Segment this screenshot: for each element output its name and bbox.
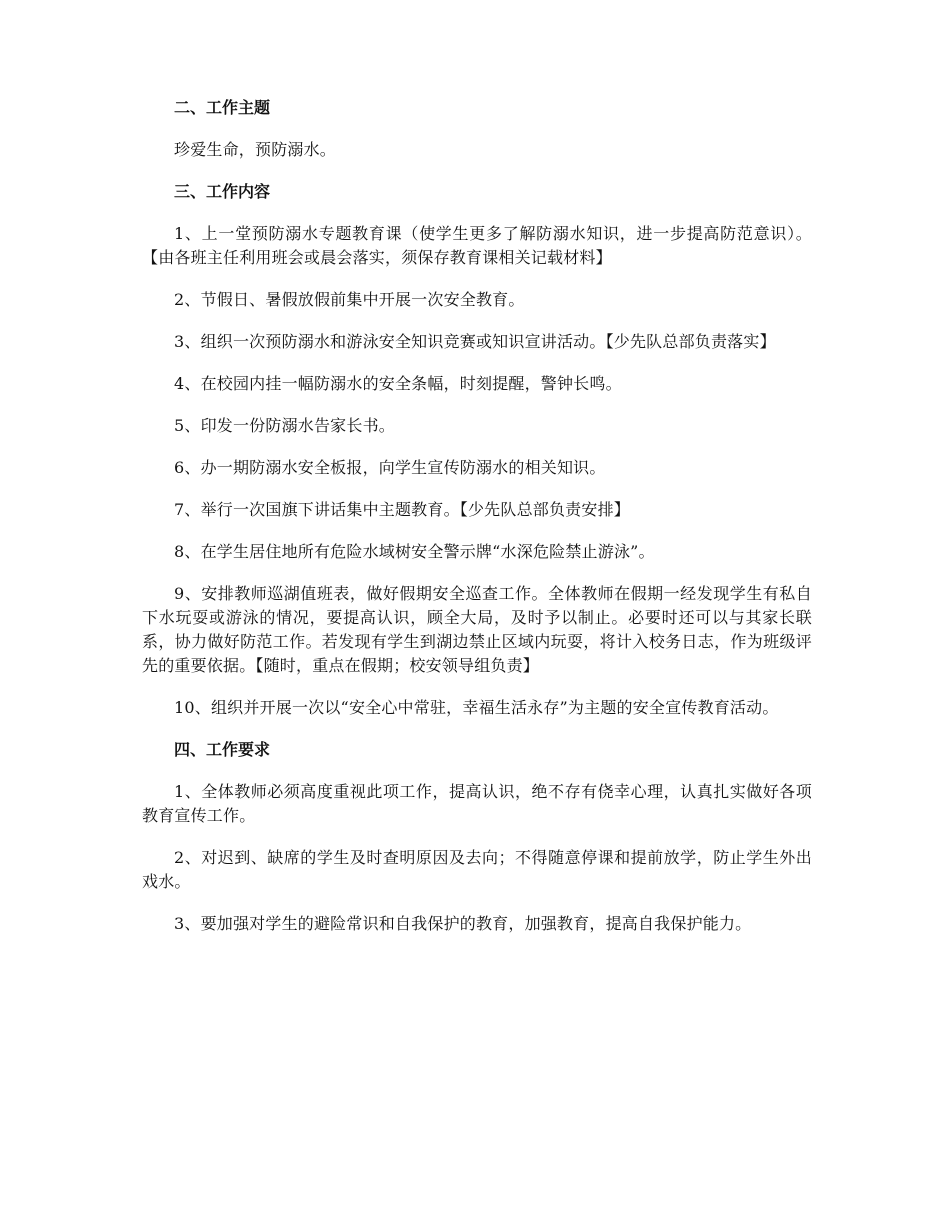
section-heading-theme: 二、工作主题	[174, 98, 271, 117]
content-item-5: 5、印发一份防溺水告家长书。	[174, 416, 395, 435]
requirement-item-1: 1、全体教师必须高度重视此项工作，提高认识，绝不存有侥幸心理，认真扎实做好各项教育宣传工作。	[142, 782, 812, 825]
section-heading-content: 三、工作内容	[174, 182, 271, 201]
requirement-item-3: 3、要加强对学生的避险常识和自我保护的教育，加强教育，提高自我保护能力。	[174, 914, 752, 933]
section-heading-requirements: 四、工作要求	[174, 740, 271, 759]
theme-text: 珍爱生命，预防溺水。	[174, 140, 337, 159]
content-item-7: 7、举行一次国旗下讲话集中主题教育。【少先队总部负责安排】	[174, 500, 630, 519]
requirement-item-2: 2、对迟到、缺席的学生及时查明原因及去向；不得随意停课和提前放学，防止学生外出戏水。	[142, 848, 812, 891]
content-item-10: 10、组织并开展一次以“安全心中常驻，幸福生活永存”为主题的安全宣传教育活动。	[174, 698, 779, 717]
content-item-3: 3、组织一次预防溺水和游泳安全知识竞赛或知识宣讲活动。【少先队总部负责落实】	[174, 332, 776, 351]
content-item-2: 2、节假日、暑假放假前集中开展一次安全教育。	[174, 290, 525, 309]
content-item-1: 1、上一堂预防溺水专题教育课（使学生更多了解防溺水知识，进一步提高防范意识）。【由各班主任利用班会或晨会落实，须保存教育课相关记载材料】	[142, 224, 812, 267]
content-item-9: 9、安排教师巡湖值班表，做好假期安全巡查工作。全体教师在假期一经发现学生有私自下水玩耍或游泳的情况，要提高认识，顾全大局，及时予以制止。必要时还可以与其家长联系，协力做好防范工作。若发现有学生到湖边禁止区域内玩耍，将计入校务日志，作为班级评先的重要依据。【随时，重点在假期；校安领导组负责】	[142, 584, 812, 675]
content-item-8: 8、在学生居住地所有危险水域树安全警示牌“水深危险禁止游泳”。	[174, 542, 655, 561]
content-item-6: 6、办一期防溺水安全板报，向学生宣传防溺水的相关知识。	[174, 458, 606, 477]
document-body	[142, 96, 812, 954]
content-item-4: 4、在校园内挂一幅防溺水的安全条幅，时刻提醒，警钟长鸣。	[174, 374, 622, 393]
